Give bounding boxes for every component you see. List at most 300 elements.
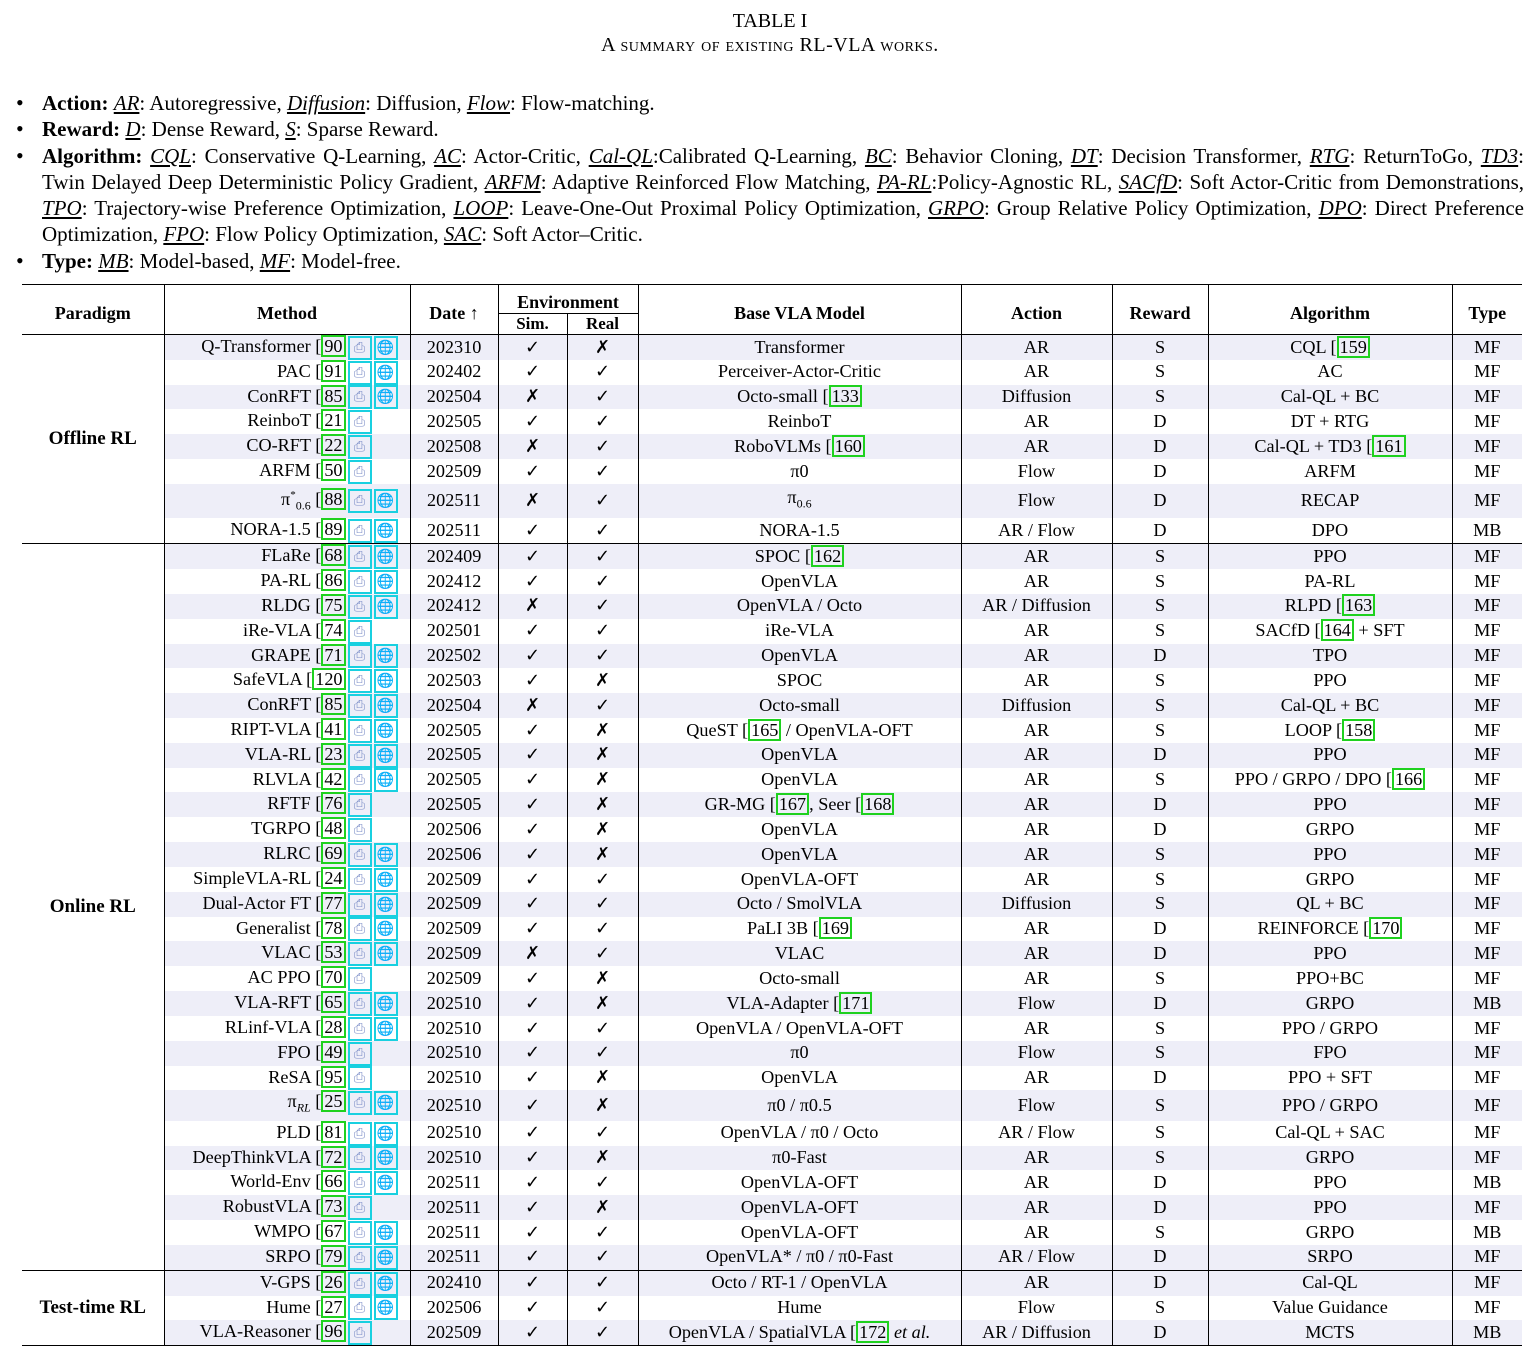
base-model-cell: OpenVLA-OFT (638, 1170, 961, 1195)
legend-label: Type: (42, 248, 99, 273)
reward-cell: D (1112, 1170, 1208, 1195)
globe-icon[interactable]: 🌐 (374, 361, 398, 385)
base-model-cell: Octo / SmolVLA (638, 892, 961, 917)
citation-link[interactable]: 170 (1369, 917, 1402, 939)
method-cell: FLaRe [ 68 ⎙ 🌐 (164, 544, 410, 569)
algorithm-cell: GRPO (1208, 991, 1452, 1016)
citation-link[interactable]: 73 (321, 1195, 345, 1217)
pdf-icon[interactable]: ⎙ (348, 942, 372, 966)
algorithm-cell: PPO (1208, 842, 1452, 867)
pdf-icon[interactable]: ⎙ (348, 545, 372, 569)
globe-icon[interactable]: 🌐 (374, 336, 398, 360)
citation-link[interactable]: 74 (321, 619, 345, 641)
citation-link[interactable]: 95 (321, 1066, 345, 1088)
base-model-cell: GR-MG [ 167 , Seer [ 168 (638, 792, 961, 817)
check-icon: ✓ (524, 744, 541, 766)
globe-icon[interactable]: 🌐 (374, 1171, 398, 1195)
globe-icon[interactable]: 🌐 (374, 644, 398, 668)
citation-link[interactable]: 50 (321, 459, 345, 481)
table-title: TABLE I (732, 10, 808, 32)
legend-desc: : Actor-Critic, (460, 143, 589, 168)
citation-link[interactable]: 168 (861, 793, 894, 815)
citation-link[interactable]: 48 (321, 817, 345, 839)
algorithm-cell: Cal-QL + BC (1208, 693, 1452, 718)
algorithm-cell: Value Guidance (1208, 1296, 1452, 1321)
reward-cell: S (1112, 335, 1208, 360)
legend-desc: : Autoregressive, (139, 91, 287, 115)
date-cell: 202410 (410, 1270, 498, 1295)
table-row (22, 1041, 1522, 1066)
globe-icon[interactable]: 🌐 (374, 719, 398, 743)
citation-link[interactable]: 172 (856, 1321, 889, 1343)
check-icon: ✓ (524, 967, 541, 989)
algorithm-cell: SACfD [ 164 + SFT (1208, 619, 1452, 644)
citation-link[interactable]: 90 (321, 335, 345, 357)
globe-icon[interactable]: 🌐 (374, 669, 398, 693)
citation-link[interactable]: 21 (321, 409, 345, 431)
globe-icon[interactable]: 🌐 (374, 545, 398, 569)
table-row (22, 518, 1522, 543)
citation-link[interactable]: 86 (321, 569, 345, 591)
real-cell (567, 569, 638, 594)
pdf-icon[interactable]: ⎙ (348, 620, 372, 644)
pdf-icon[interactable]: ⎙ (348, 460, 372, 484)
citation-link[interactable]: 161 (1372, 435, 1405, 457)
date-cell: 202505 (410, 768, 498, 793)
action-cell: AR (961, 1270, 1112, 1295)
table-row (22, 792, 1522, 817)
algorithm-cell: FPO (1208, 1041, 1452, 1066)
globe-icon[interactable]: 🌐 (374, 768, 398, 792)
globe-icon[interactable]: 🌐 (374, 489, 398, 513)
method-name: Hume (266, 1296, 311, 1317)
base-model-cell: OpenVLA (638, 817, 961, 842)
table-row (22, 360, 1522, 385)
check-icon: ✓ (524, 992, 541, 1014)
legend-label: Action: (42, 91, 114, 115)
reward-cell: S (1112, 892, 1208, 917)
pdf-icon[interactable]: ⎙ (348, 793, 372, 817)
method-cell: VLA-Reasoner [ 96 ⎙ (164, 1320, 410, 1345)
sim-cell (498, 941, 567, 966)
legend-abbr: FPO (163, 222, 205, 247)
legend-desc: : Model-free. (290, 248, 401, 273)
cross-icon: ✗ (524, 943, 541, 965)
pdf-icon[interactable]: ⎙ (348, 818, 372, 842)
type-cell: MF (1474, 868, 1501, 889)
legend-abbr: DT (1070, 143, 1098, 168)
globe-icon[interactable]: 🌐 (374, 1272, 398, 1296)
globe-icon[interactable]: 🌐 (374, 694, 398, 718)
action-cell: AR / Diffusion (961, 1320, 1112, 1345)
citation-link[interactable]: 159 (1337, 336, 1370, 358)
globe-icon[interactable]: 🌐 (374, 1221, 398, 1245)
citation-link[interactable]: 28 (321, 1016, 345, 1038)
citation-link[interactable]: 133 (829, 385, 862, 407)
date-cell: 202510 (410, 1041, 498, 1066)
globe-icon[interactable]: 🌐 (374, 843, 398, 867)
sim-cell (498, 991, 567, 1016)
date-cell: 202505 (410, 743, 498, 768)
method-cell: RobustVLA [ 73 ⎙ (164, 1195, 410, 1220)
action-cell: AR (961, 743, 1112, 768)
check-icon: ✓ (524, 645, 541, 667)
citation-link[interactable]: 27 (321, 1296, 345, 1318)
algorithm-cell: Cal-QL (1208, 1270, 1452, 1295)
citation-link[interactable]: 26 (321, 1271, 345, 1293)
real-cell (567, 792, 638, 817)
base-model-cell: π0-Fast (638, 1146, 961, 1171)
citation-link[interactable]: 167 (776, 793, 809, 815)
date-cell: 202506 (410, 1296, 498, 1321)
type-cell: MF (1452, 335, 1522, 360)
reward-cell: S (1112, 544, 1208, 569)
type-cell: MF (1452, 1245, 1522, 1270)
reward-cell: D (1112, 941, 1208, 966)
table-header (22, 285, 1522, 335)
pdf-icon[interactable]: ⎙ (348, 361, 372, 385)
reward-cell: S (1112, 842, 1208, 867)
type-cell: MF (1452, 644, 1522, 669)
type-cell: MF (1474, 1297, 1501, 1318)
sim-cell (498, 743, 567, 768)
citation-link[interactable]: 169 (819, 917, 852, 939)
citation-link[interactable]: 85 (321, 385, 345, 407)
pdf-icon[interactable]: ⎙ (348, 768, 372, 792)
legend-abbr: CQL (150, 143, 191, 168)
method-cell: TGRPO [ 48 ⎙ (164, 817, 410, 842)
pdf-icon[interactable]: ⎙ (348, 595, 372, 619)
pdf-icon[interactable]: ⎙ (348, 644, 372, 668)
globe-icon[interactable]: 🌐 (374, 868, 398, 892)
globe-icon[interactable]: 🌐 (374, 942, 398, 966)
globe-icon[interactable]: 🌐 (374, 1122, 398, 1146)
globe-icon[interactable]: 🌐 (374, 1017, 398, 1041)
citation-link[interactable]: 78 (321, 917, 345, 939)
type-cell: MF (1452, 594, 1522, 619)
globe-icon[interactable]: 🌐 (374, 893, 398, 917)
cross-icon: ✗ (594, 1094, 611, 1116)
base-model-cell: Transformer (638, 335, 961, 360)
citation-link[interactable]: 79 (321, 1245, 345, 1267)
pdf-icon[interactable]: ⎙ (348, 1196, 372, 1220)
pdf-icon[interactable]: ⎙ (348, 385, 372, 409)
pdf-icon[interactable]: ⎙ (348, 489, 372, 513)
pdf-icon[interactable]: ⎙ (348, 893, 372, 917)
table-row (22, 743, 1522, 768)
legend-abbr: MB (98, 248, 129, 273)
real-cell (567, 693, 638, 718)
sim-cell (498, 1121, 567, 1146)
pdf-icon[interactable]: ⎙ (348, 1042, 372, 1066)
check-icon: ✓ (524, 1321, 541, 1343)
citation-link[interactable]: 24 (321, 867, 345, 889)
pdf-icon[interactable]: ⎙ (348, 719, 372, 743)
check-icon: ✓ (594, 1122, 611, 1144)
citation-link[interactable]: 91 (321, 360, 345, 382)
citation-link[interactable]: 70 (321, 966, 345, 988)
pdf-icon[interactable]: ⎙ (348, 1091, 372, 1115)
pdf-icon[interactable]: ⎙ (348, 410, 372, 434)
base-model-cell: OpenVLA (638, 644, 961, 669)
type-cell: MF (1452, 434, 1522, 459)
table-row (22, 459, 1522, 484)
date-cell: 202509 (410, 892, 498, 917)
pdf-icon[interactable]: ⎙ (348, 1122, 372, 1146)
pdf-icon[interactable]: ⎙ (348, 917, 372, 941)
algorithm-cell: GRPO (1208, 817, 1452, 842)
pdf-icon[interactable]: ⎙ (348, 1171, 372, 1195)
citation-link[interactable]: 25 (321, 1090, 345, 1112)
algorithm-cell: DT + RTG (1208, 409, 1452, 434)
method-name: WMPO (254, 1221, 311, 1242)
date-cell: 202510 (410, 991, 498, 1016)
date-cell: 202506 (410, 842, 498, 867)
globe-icon[interactable]: 🌐 (374, 1146, 398, 1170)
method-name: ReinboT (247, 410, 311, 431)
type-cell: MB (1473, 1171, 1502, 1192)
citation-link[interactable]: 77 (321, 892, 345, 914)
citation-link[interactable]: 66 (321, 1170, 345, 1192)
globe-icon[interactable]: 🌐 (374, 992, 398, 1016)
citation-link[interactable]: 89 (321, 518, 345, 540)
algorithm-cell: CQL [ 159 (1208, 335, 1452, 360)
citation-link[interactable]: 41 (321, 718, 345, 740)
rl-vla-table (22, 284, 1522, 1346)
real-cell (567, 1220, 638, 1245)
cross-icon: ✗ (594, 992, 611, 1014)
citation-link[interactable]: 69 (321, 842, 345, 864)
citation-link[interactable]: 120 (312, 668, 345, 690)
globe-icon[interactable]: 🌐 (374, 1246, 398, 1270)
citation-link[interactable]: 23 (321, 743, 345, 765)
action-cell: AR / Diffusion (961, 594, 1112, 619)
base-model-cell: π0 (638, 459, 961, 484)
base-model-cell: Octo-small (638, 966, 961, 991)
table-row (22, 1146, 1522, 1171)
real-cell (567, 743, 638, 768)
globe-icon[interactable]: 🌐 (374, 519, 398, 543)
pdf-icon[interactable]: ⎙ (348, 868, 372, 892)
date-cell: 202510 (410, 1066, 498, 1091)
method-name: PLD (276, 1121, 311, 1142)
legend-label: Reward: (42, 117, 126, 142)
base-model-cell: Hume (638, 1296, 961, 1321)
globe-icon[interactable]: 🌐 (374, 570, 398, 594)
base-model-cell: OpenVLA / π0 / Octo (638, 1121, 961, 1146)
method-cell: $\pi_{RL}$ [ 25 ⎙ 🌐 (164, 1090, 410, 1120)
citation-link[interactable]: 71 (321, 644, 345, 666)
base-model-cell: OpenVLA (638, 842, 961, 867)
type-cell: MF (1452, 1041, 1522, 1066)
pdf-icon[interactable]: ⎙ (348, 570, 372, 594)
globe-icon[interactable]: 🌐 (374, 1296, 398, 1320)
pdf-icon[interactable]: ⎙ (348, 1221, 372, 1245)
sim-cell (498, 792, 567, 817)
pdf-icon[interactable]: ⎙ (348, 992, 372, 1016)
globe-icon[interactable]: 🌐 (374, 595, 398, 619)
action-cell: AR (961, 1220, 1112, 1245)
check-icon: ✓ (524, 868, 541, 890)
action-cell: Diffusion (961, 892, 1112, 917)
citation-link[interactable]: 42 (321, 768, 345, 790)
check-icon: ✓ (594, 1042, 611, 1064)
citation-link[interactable]: 76 (321, 792, 345, 814)
pdf-icon[interactable]: ⎙ (348, 519, 372, 543)
check-icon: ✓ (524, 361, 541, 383)
type-cell: MF (1452, 484, 1522, 518)
action-cell: AR (961, 941, 1112, 966)
real-cell (567, 385, 638, 410)
table-row (22, 718, 1522, 743)
check-icon: ✓ (524, 1067, 541, 1089)
header-date: Date ↑ (410, 285, 498, 335)
group-offline-rl (22, 335, 1522, 544)
date-cell: 202511 (410, 518, 498, 543)
citation-link[interactable]: 49 (321, 1041, 345, 1063)
header-real: Real (567, 314, 638, 335)
sim-cell (498, 459, 567, 484)
globe-icon[interactable]: 🌐 (374, 1091, 398, 1115)
citation-link[interactable]: 166 (1392, 768, 1425, 790)
real-cell (567, 917, 638, 942)
algorithm-cell: PPO (1208, 1195, 1452, 1220)
citation-link[interactable]: 81 (321, 1121, 345, 1143)
base-model-cell: $\pi_{0.6}$ (638, 484, 961, 518)
cross-icon: ✗ (594, 818, 611, 840)
cross-icon: ✗ (594, 669, 611, 691)
type-cell: MF (1452, 1195, 1522, 1220)
citation-link[interactable]: 158 (1342, 719, 1375, 741)
pdf-icon[interactable]: ⎙ (348, 669, 372, 693)
table-row (22, 1090, 1522, 1120)
citation-link[interactable]: 165 (748, 719, 781, 741)
table-row (22, 619, 1522, 644)
legend-desc: : Model-based, (128, 248, 260, 273)
type-cell: MF (1474, 918, 1501, 939)
pdf-icon[interactable]: ⎙ (348, 1272, 372, 1296)
pdf-icon[interactable]: ⎙ (348, 435, 372, 459)
real-cell (567, 817, 638, 842)
sim-cell (498, 644, 567, 669)
base-model-cell: PaLI 3B [ 169 (638, 917, 961, 942)
pdf-icon[interactable]: ⎙ (348, 336, 372, 360)
reward-cell: D (1112, 792, 1208, 817)
reward-cell: D (1112, 434, 1208, 459)
pdf-icon[interactable]: ⎙ (348, 843, 372, 867)
citation-link[interactable]: 65 (321, 991, 345, 1013)
pdf-icon[interactable]: ⎙ (348, 1246, 372, 1270)
sim-cell (498, 360, 567, 385)
sim-cell (498, 335, 567, 360)
action-cell: AR (961, 1170, 1112, 1195)
citation-link[interactable]: 88 (321, 488, 345, 510)
cross-icon: ✗ (594, 1147, 611, 1169)
legend-desc: : Decision Transformer, (1097, 143, 1310, 168)
pdf-icon[interactable]: ⎙ (348, 694, 372, 718)
citation-link[interactable]: 164 (1321, 619, 1354, 641)
date-cell: 202501 (410, 619, 498, 644)
citation-link[interactable]: 171 (839, 992, 872, 1014)
method-cell: GRAPE [ 71 ⎙ 🌐 (164, 644, 410, 669)
pdf-icon[interactable]: ⎙ (348, 1146, 372, 1170)
reward-cell: S (1112, 668, 1208, 693)
date-cell: 202509 (410, 1320, 498, 1345)
table-row (22, 991, 1522, 1016)
real-cell (567, 966, 638, 991)
date-cell: 202510 (410, 1090, 498, 1120)
citation-link[interactable]: 85 (321, 693, 345, 715)
method-name: TGRPO (251, 818, 311, 839)
method-name: FPO (277, 1041, 311, 1062)
type-cell: MF (1474, 620, 1501, 641)
date-cell: 202511 (410, 1245, 498, 1270)
citation-link[interactable]: 96 (321, 1320, 345, 1342)
date-cell: 202509 (410, 867, 498, 892)
table-row (22, 892, 1522, 917)
method-name: RLRC (263, 843, 311, 864)
citation-link[interactable]: 163 (1342, 594, 1375, 616)
reward-cell: S (1112, 693, 1208, 718)
legend-desc: : Adaptive Reinforced Flow Matching, (540, 169, 877, 194)
citation-link[interactable]: 67 (321, 1220, 345, 1242)
cross-icon: ✗ (594, 744, 611, 766)
cross-icon: ✗ (524, 694, 541, 716)
citation-link[interactable]: 160 (832, 435, 865, 457)
algorithm-cell: Cal-QL + SAC (1208, 1121, 1452, 1146)
check-icon: ✓ (524, 669, 541, 691)
sim-cell (498, 1041, 567, 1066)
check-icon: ✓ (594, 1321, 611, 1343)
reward-cell: D (1112, 409, 1208, 434)
globe-icon[interactable]: 🌐 (374, 744, 398, 768)
pdf-icon[interactable]: ⎙ (348, 1017, 372, 1041)
citation-link[interactable]: 162 (811, 545, 844, 567)
citation-link[interactable]: 22 (321, 434, 345, 456)
method-name: SimpleVLA-RL (193, 867, 311, 888)
pdf-icon[interactable]: ⎙ (348, 1321, 372, 1345)
reward-cell: D (1112, 817, 1208, 842)
legend-label: Algorithm: (42, 143, 151, 168)
sim-cell (498, 544, 567, 569)
globe-icon[interactable]: 🌐 (374, 917, 398, 941)
sim-cell (498, 1170, 567, 1195)
pdf-icon[interactable]: ⎙ (348, 1296, 372, 1320)
pdf-icon[interactable]: ⎙ (348, 1066, 372, 1090)
base-model-cell: Perceiver-Actor-Critic (638, 360, 961, 385)
method-cell: WMPO [ 67 ⎙ 🌐 (164, 1220, 410, 1245)
pdf-icon[interactable]: ⎙ (348, 967, 372, 991)
real-cell (567, 1066, 638, 1091)
algorithm-cell: PPO + SFT (1208, 1066, 1452, 1091)
legend-action (14, 90, 1524, 116)
check-icon: ✓ (524, 336, 541, 358)
globe-icon[interactable]: 🌐 (374, 385, 398, 409)
pdf-icon[interactable]: ⎙ (348, 744, 372, 768)
citation-link[interactable]: 75 (321, 594, 345, 616)
citation-link[interactable]: 72 (321, 1146, 345, 1168)
check-icon: ✓ (594, 1017, 611, 1039)
citation-link[interactable]: 53 (321, 941, 345, 963)
date-cell: 202509 (410, 966, 498, 991)
action-cell: AR (961, 867, 1112, 892)
real-cell (567, 1090, 638, 1120)
algorithm-cell: GRPO (1208, 1146, 1452, 1171)
group-online-rl (22, 544, 1522, 1271)
action-cell: AR (961, 569, 1112, 594)
check-icon: ✓ (594, 435, 611, 457)
citation-link[interactable]: 68 (321, 544, 345, 566)
